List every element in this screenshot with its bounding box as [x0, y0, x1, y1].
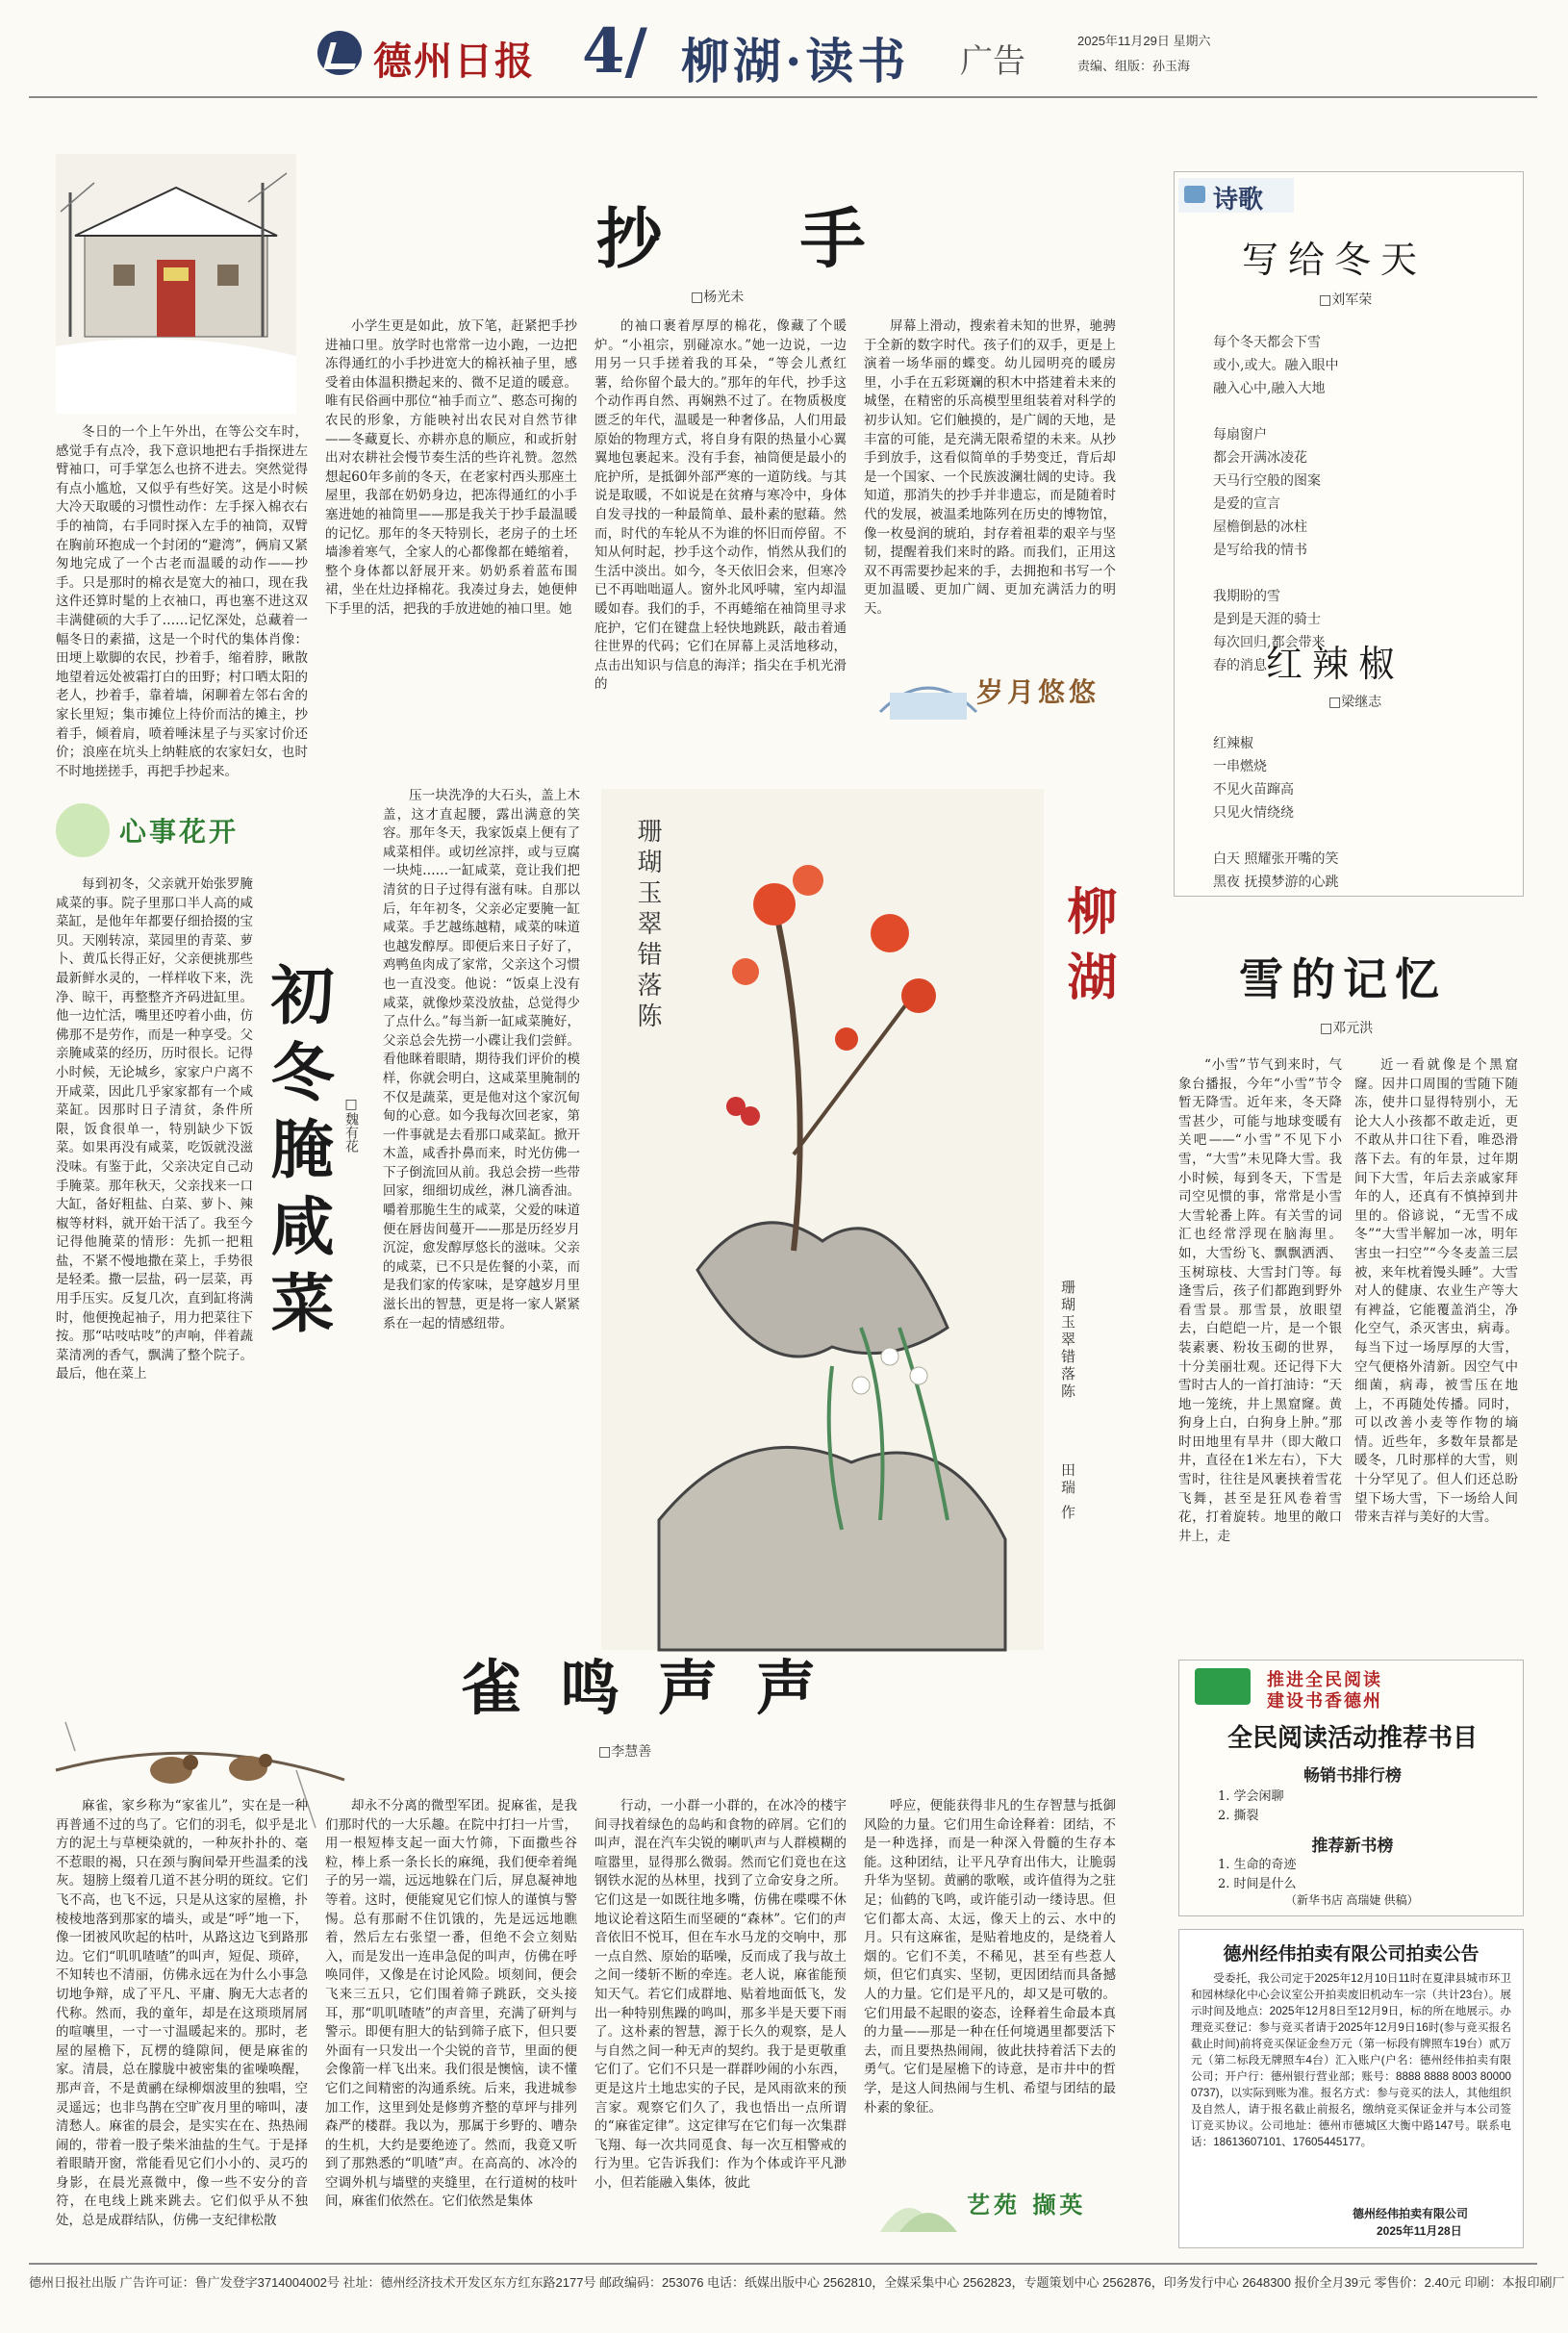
article-byline-yanxiancai: □魏有花 [343, 1097, 359, 1153]
poem-line: 是爱的宣言 [1213, 496, 1280, 512]
reading-slogan-1: 推进全民阅读 [1267, 1670, 1382, 1690]
masthead [317, 15, 1568, 89]
article-text-queming-col4: 呼应，便能获得非凡的生存智慧与抵御风险的力量。它们用生命诠释着：团结，不是一种选择，而是一种深入骨髓的生存本能。这种团结，让平凡孕育出伟大，让脆弱升华为坚韧。黄鹂的歌喉，或许值得为之驻足；仙鹤的飞鸣，或许能引动一缕诗思。但它们都太高、太远，像天上的云、水中的月。只有这麻雀，是贴着地皮的，是绕着人烟的。它们不美，不稀见，甚至有些惹人烦，但它们真实、坚韧，更因团结而具备撼人的力量。它们是平凡的，却又是可敬的。它们用最不起眼的姿态，诠释着生命最本真的力量——那是一种在任何境遇里都要活下去，而且要热热闹闹，彼此扶持着活下去的勇气。它们是屋檐下的诗意，是市井中的哲学，是这人间热闹与生机、希望与团结的最朴素的象征。 [864, 1798, 1116, 2116]
bestseller-title: 畅销书排行榜 [1303, 1766, 1402, 1785]
article-byline-xue: □邓元洪 [1320, 1021, 1374, 1036]
page-number: 4/ [582, 15, 647, 88]
poem-line: 只见火情绕绕 [1213, 805, 1294, 821]
auction-signature: 德州经伟拍卖有限公司 [1353, 2207, 1469, 2220]
painting-calligraphy: 珊瑚玉翠错落陈 [633, 818, 662, 1033]
poem-line: 融入心中,融入大地 [1213, 381, 1326, 396]
page-tag: 广告 [960, 42, 1025, 81]
poem-line: 是写给我的情书 [1213, 543, 1307, 558]
bestseller-item: 1. 学会闲聊 [1218, 1789, 1284, 1804]
poem-line: 每个冬天都会下雪 [1213, 335, 1321, 350]
poem-line: 或小,或大。融入眼中 [1213, 358, 1339, 373]
issue-date: 2025年11月29日 星期六 [1077, 34, 1211, 48]
article-text-queming-col2: 却永不分离的微型军团。捉麻雀，是我们那时代的一大乐趣。在院中打扫一片雪，用一根短棒支起一面大竹筛，下面撒些谷粒，棒上系一条长长的麻绳，我们便牵着绳子的另一端，远远地躲在门后，屏息凝神地等着。这时，便能窥见它们惊人的谨慎与警惕。总有那耐不住饥饿的，先是远远地瞧着，然后左右张望一番，但绝不会立刻贴入，而是发出一连串急促的叫声，仿佛在呼唤同伴，又像是在讨论风险。顷刻间，便会飞来三五只，它们围着筛子跳跃，交头接耳，那“叽叽喳喳”的声音里，充满了研判与警示。即便有胆大的钻到筛子底下，但只要外面有一只发出一个尖锐的音节，里面的便会像箭一样飞出来。我们很是懊恼，读不懂它们之间精密的沟通系统。后来，我进城参加工作，这里到处是修剪齐整的草坪与排列森严的楼群。我以为，那属于乡野的、嘈杂的生机，大约是要绝迹了。然而，我竟又听到了那熟悉的“叽喳”声。在高高的、冰冷的空调外机与墙壁的夹缝里，在行道树的枝叶间，麻雀们依然在。它们依然是集体 [325, 1798, 577, 2210]
bestseller-item: 2. 撕裂 [1218, 1809, 1259, 1823]
article-text-chaoshou-col2: 小学生更是如此，放下笔，赶紧把手抄进袖口里。放学时也常常一边小跑，一边把冻得通红的小手抄进宽大的棉袄袖子里，感受着由体温积攒起来的、微不足道的暖意。唯有民俗画中那位“袖手而立”、憨态可掬的农民的形象，方能映衬出农民对自然节律——冬藏夏长、亦耕亦息的顺应，和或折射出对农耕社会慢节奏生活的些许礼赞。忽然想起60年多前的冬天，在老家村西头那座土屋里，我部在奶奶身边，把冻得通红的小手塞进她的袖筒里——那是我关于抄手最温暖的记忆。那年的冬天特别长，老房子的土坯墙渗着寒气，全家人的心都像都在蜷缩着，整个身体都以舒展开来。奶奶系着蓝布围裙，坐在灶边择棉花。我凑过身去，她便伸下手里的活，把我的手放进她的袖口里。她 [325, 318, 577, 617]
auction-title: 德州经伟拍卖有限公司拍卖公告 [1223, 1944, 1479, 1965]
poem-line: 每扇窗户 [1213, 427, 1267, 443]
poem-line: 红辣椒 [1213, 736, 1253, 751]
masthead-logo: 德州日报 [373, 38, 535, 84]
article-title-queming: 雀鸣声声 [462, 1653, 855, 1723]
book-icon [1184, 186, 1205, 203]
logo-icon [317, 31, 362, 75]
painting-artist: 田瑞 作 [1059, 1462, 1076, 1522]
new-book-item: 1. 生命的奇迹 [1218, 1858, 1297, 1872]
article-text-queming-col1: 麻雀，家乡称为“家雀儿”，实在是一种再普通不过的鸟了。它们的羽毛，似乎是北方的泥土与草梗染就的，一种灰扑扑的、毫不惹眼的褐，只在颈与胸间晕开些温柔的浅灰。翅膀上缀着几道不甚分明的斑纹。它们飞不高，也飞不远，只是从这家的屋檐，扑棱棱地落到那家的墙头，或是“呼”地一下，像一团被风吹起的枯叶，从路这边飞到路那边。它们“叽叽喳喳”的叫声，短促、琐碎，不知转也不清丽，仿佛永远在为什么小事急切地争辩，成了平凡、平庸、胸无大志者的代称。然而，我的童年，却是在这琐琐屑屑的喧嚷里，一寸一寸温暖起来的。那时，老屋的屋檐下，瓦楞的缝隙间，便是麻雀的家。清晨，总在朦胧中被密集的雀噪唤醒，那声音，不是黄鹂在绿柳烟波里的独唱，空灵遥远；也非鸟鹊在空旷夜月里的啼叫，凄清愁人。麻雀的晨会，是实实在在、热热闹闹的，带着一股子柴米油盐的生气。于是择着眼睛开窗，常能看见它们小小的、灵巧的身影，在晨光熹微中，像一些不安分的音符，在电线上跳来跳去。它们似乎从不独处，总是成群结队，仿佛一支纪律松散 [56, 1798, 308, 2229]
footer-rule [29, 2263, 1537, 2265]
section-label-xinshi-text: 心事花开 [119, 816, 240, 848]
editor-credit: 责编、组版：孙玉海 [1077, 59, 1191, 73]
poem-line: 不见火苗蹿高 [1213, 782, 1294, 798]
poem-line: 每次回归,都会带来 [1213, 635, 1326, 650]
article-text-chaoshou-col1: 冬日的一个上午外出，在等公交车时，感觉手有点冷，我下意识地把右手指探进左臂袖口，可手掌怎么也挤不进去。突然觉得有点小尴尬，又似乎有些好笑。这是小时候大冷天取暖的习惯性动作：左手探入棉衣右手的袖筒，右手同时探入左手的袖筒，双臂在胸前环抱成一个封闭的“避湾”，俩肩又紧匆地完成了一个古老而温暖的动作——抄手。只是那时的棉衣是宽大的袖口，现在我这件还算时髦的上衣袖口，再也塞不进这双丰满健硕的大手了……记忆深处，总藏着一幅冬日的素描，这是一个时代的集体肖像：田埂上歇脚的农民，抄着手，缩着脖，瞅散地望着远处被霜打白的田野；村口晒太阳的老人，抄着手，靠着墙，闲聊着左邻右舍的家长里短；集市摊位上待价而沽的摊主，抄着手，倾着肩，喷着唾沫星子与买家讨价还价；浪座在坑头上纳鞋底的农家妇女，也时不时地搓搓手，再把手抄起来。 [56, 424, 308, 779]
poem1-lines [1213, 331, 1502, 677]
footer-info: 德州日报社出版 广告许可证：鲁广发登字3714004002号 社址：德州经济技术开发区东方红东路2177号 邮政编码：253076 电话：纸媒出版中心 2562810，全媒采集中心 2562823，专题策划中心 2562876，印务发行中心 2648300 报价全月39元 零售价：2.40元 印刷：本报印刷厂 [29, 2275, 1565, 2290]
poetry-label: 诗歌 [1178, 178, 1294, 213]
new-books-list [1218, 1856, 1297, 1894]
column-title-liuhu: 柳湖 [1058, 885, 1117, 1016]
poem-line: 黑夜 抚摸梦游的心跳 [1213, 875, 1339, 890]
poem-line: 白天 照耀张开嘴的笑 [1213, 851, 1339, 867]
article-text-queming-col3: 行动，一小群一小群的，在冰冷的楼宇间寻找着绿色的岛屿和食物的碎屑。它们的叫声，混在汽车尖锐的喇叭声与人群模糊的喧嚣里，显得那么微弱。然而它们竟也在这钢铁水泥的丛林里，找到了立命安身之所。它们这是一如既往地多嘴，仿佛在喋喋不休地议论着这陌生而坚硬的“森林”。它们的声音依旧不悦耳，但在车水马龙的交响中，那一点自然、原始的聒噪，反而成了我与故土之间一缕斩不断的牵连。老人说，麻雀能预知天气。若它们成群地、贴着地面低飞，发出一种特别焦躁的鸣叫，那多半是天要下雨了。这朴素的智慧，源于长久的观察，是人与自然之间一种无声的契约。我于是更敬重它们了。它们不只是一群群吵闹的小东西，更是这片土地忠实的子民，是风雨欲来的预言家。观察它们久了，我也悟出一点所谓的“麻雀定律”。这定律写在它们每一次集群飞翔、每一次共同觅食、每一次互相警戒的行为里。它告诉我们：作为个体或许平凡渺小，但若能融入集体，彼此 [594, 1798, 847, 2191]
stamp-suiyue [871, 654, 1116, 731]
article-text-chaoshou-col4: 屏幕上滑动，搜索着未知的世界，驰骋于全新的数字时代。孩子们的双手，更是上演着一场华丽的蝶变。幼儿园明亮的暖房里，小手在五彩斑斓的积木中搭建着未来的城堡，在精密的乐高模型里组装着对科学的初步认知。它们触摸的，是广阔的天地，是丰富的可能，是充满无限希望的未来。从抄手到放手，这看似简单的手势变迁，背后却是一个国家、一个民族波澜壮阔的史诗。我知道，那消失的抄手并非遗忘，而是随着时代的发展，被温柔地陈列在历史的博物馆，像一枚曼润的琥珀，封存着祖辈的艰辛与坚韧，提醒着我们来时的路。而我们，正用这双不再需要抄起来的手，去拥抱和书写一个更加温暖、更加广阔、更加充满活力的明天。 [864, 318, 1116, 617]
poem1-author: □刘军荣 [1319, 292, 1373, 308]
poem2-author: □梁继志 [1328, 695, 1382, 710]
reading-box [1178, 1660, 1524, 1916]
new-books-title: 推荐新书榜 [1311, 1837, 1394, 1855]
poem1-body [1213, 331, 1502, 677]
painting [601, 789, 1044, 1650]
poetry-box [1174, 171, 1524, 897]
new-book-item: 2. 时间是什么 [1218, 1877, 1297, 1891]
reading-credit: （新华书店 高瑞婕 供稿） [1285, 1893, 1419, 1907]
article-title-xue: 雪的记忆 [1239, 953, 1447, 1005]
poem-line: 天马行空般的图案 [1213, 473, 1321, 489]
section-label-xinshi [56, 803, 267, 857]
snow-illustration [56, 154, 296, 414]
header-rule [29, 96, 1537, 98]
article-title-yanxiancai: 初冬腌咸菜 [260, 962, 335, 1347]
poem-line: 都会开满冰凌花 [1213, 450, 1307, 466]
poem-line: 是到是天涯的骑士 [1213, 612, 1321, 627]
poem-line: 一串燃烧 [1213, 759, 1267, 774]
stamp-yiyuan [871, 2165, 1116, 2246]
article-byline-queming: □李慧善 [598, 1744, 652, 1760]
reading-title: 全民阅读活动推荐书目 [1227, 1723, 1478, 1752]
page-section-title: 柳湖·读书 [681, 33, 910, 89]
painting-inscription: 珊瑚玉翠错落陈 [1059, 1280, 1076, 1401]
poem1-title: 写给冬天 [1242, 239, 1428, 281]
poem2-body [1213, 732, 1502, 894]
auction-date: 2025年11月28日 [1377, 2224, 1462, 2238]
article-title-chaoshou: 抄 手 [596, 201, 923, 278]
reading-slogan-2: 建设书香德州 [1267, 1691, 1382, 1712]
reading-logo-icon [1195, 1668, 1251, 1705]
poem-line: 我期盼的雪 [1213, 589, 1280, 604]
stamp-yiyuan-text: 艺苑 撷英 [967, 2191, 1087, 2219]
poem-line [1213, 562, 1502, 585]
poem-line [1213, 824, 1502, 848]
article-text-chaoshou-col3: 的袖口裹着厚厚的棉花，像藏了个暖炉。“小祖宗，别碰凉水。”她一边说，一边用另一只手搓着我的耳朵，“等会儿煮红薯，给你留个最大的。”那年的年代，抄手这个动作再自然、再娴熟不过了。在物质极度匮乏的年代，温暖是一种奢侈品，人们用最原始的物理方式，将自身有限的热量小心翼翼地包裹起来。没有手套，袖筒便是最小的庇护所，是抵御外部严寒的一道防线。与其说是取暖，不如说是在贫瘠与寒冷中，身体自发寻找的一种最简单、最朴素的慰藉。然而，时代的车轮从不为谁的怀旧而停留。不知从何时起，抄手这个动作，悄然从我们的生活中淡出。如今，冬天依旧会来，但寒冷已不再咄咄逼人。窗外北风呼啸，室内却温暖如春。我们的手，不再蜷缩在袖筒里寻求庇护，它们在键盘上轻快地跳跃，敲击着通往世界的代码；它们在屏幕上灵活地移动，点击出知识与信息的海洋；指尖在手机光滑的 [594, 318, 847, 693]
article-text-yanxiancai-col2: 压一块洗净的大石头，盖上木盖，这才直起腰，露出满意的笑容。那年冬天，我家饭桌上便有了咸菜相伴。或切丝凉拌，或与豆腐一块炖……一缸咸菜，竟让我们把清贫的日子过得有滋有味。自那以后，年年初冬，父亲必定要腌一缸咸菜。手艺越练越精，咸菜的味道也越发醇厚。即便后来日子好了，鸡鸭鱼肉成了家常，父亲这个习惯也一直没变。他说：“饭桌上没有咸菜，就像炒菜没放盐，总觉得少了点什么。”每当新一缸咸菜腌好，父亲总会先捞一小碟让我们尝鲜。看他眯着眼睛，期待我们评价的模样，你就会明白，这咸菜里腌制的不仅是蔬菜，更是他对这个家沉甸甸的心意。如今我每次回老家，第一件事就是去看那口咸菜缸。掀开木盖，咸香扑鼻而来，时光仿佛一下子倒流回从前。我总会捞一些带回家，细细切成丝，淋几滴香油。嚼着那脆生生的咸菜，父爱的味道便在唇齿间蔓开——那是历经岁月沉淀，愈发醇厚悠长的滋味。父亲的咸菜，已不只是佐餐的小菜，而是我们家的传家味，是穿越岁月里滋长出的智慧，更是将一家人紧紧系在一起的情感纽带。 [383, 788, 580, 1331]
auction-body: 受委托，我公司定于2025年12月10日11时在夏津县城市环卫和园林绿化中心会议室公开拍卖废旧机动车一宗（共计23台）。展示时间及地点：2025年12月8日至12月9日，标的所在地展示。办理竞买登记：参与竞买者请于2025年12月9日16时(参与竞买报名截止时间)前将竞买保证金叁万元（第一标段有牌照车19台）贰万元（第二标段无牌照车4台）汇入账户(户名：德州经伟拍卖有限公司；开户行：德州银行营业部；账号：8888 8888 8003 80000 0737)，以实际到账为准。报名方式：参与竞买的法人，其他组织及自然人，请于报名截止前报名，缴纳竞买保证金并与本公司签订竞买协议。公司地址：德州市德城区大衡中路147号。联系电话：18613607101、17605445177。 [1191, 1972, 1511, 2148]
article-text-xue-col1: “小雪”节气到来时，气象台播报，今年“小雪”节令暂无降雪。近年来，冬天降雪甚少，可能与地球变暖有关吧——“小雪”不见下小雪，“大雪”未见降大雪。我小时候，每到冬天，下雪是司空见惯的事，常常是小雪大雪轮番上阵。有关雪的词汇也经常浮现在脑海里。如，大雪纷飞、飘飘洒洒、玉树琼枝、大雪封门等。每逢雪后，孩子们都跑到野外看雪景。那雪景，放眼望去，白皑皑一片，是一个银装素裹、粉妆玉砌的世界，十分美丽壮观。还记得下大雪时古人的一首打油诗：“天地一笼统，井上黑窟窿。黄狗身上白，白狗身上肿。”那时田地里有旱井（即大敞口井，直径在1米左右），下大雪时，往往是风裹挟着雪花飞舞，甚至是狂风卷着雪花，打着旋转。地里的敞口井上，走 [1178, 1057, 1342, 1544]
article-text-xue-col2: 近一看就像是个黑窟窿。因井口周围的雪随下随冻，使井口显得特别小，无论大人小孩都不敢走近，更不敢从井口往下看，唯恐滑落下去。有的年景，过年期间下大雪，年后去亲戚家拜年的人，还真有不慎掉到井里的。俗谚说，“无雪不成冬”“大雪半解加一冰，明年害虫一扫空”“今冬麦盖三层被，来年枕着馒头睡”。大雪对人的健康、农业生产等大有裨益，它能覆盖消尘，净化空气，杀灭害虫，病毒。每当下过一场厚厚的大雪，空气便格外清新。因空气中细菌，病毒，被雪压在地上，不再随处传播。同时，可以改善小麦等作物的墒情。近些年，多数年景都是暖冬，几时那样的大雪，则十分罕见了。但人们还总盼望下场大雪，下一场给人间带来吉祥与美好的大雪。 [1354, 1057, 1518, 1526]
poem-line: 春的消息 [1213, 658, 1267, 673]
poem2-title: 红辣椒 [1266, 643, 1405, 685]
poem-line: 屋檐倒悬的冰柱 [1213, 520, 1307, 535]
bestseller-list [1218, 1788, 1284, 1826]
auction-notice [1178, 1929, 1524, 2248]
poem2-lines [1213, 732, 1502, 894]
poem-line [1213, 400, 1502, 423]
stamp-suiyue-text: 岁月悠悠 [976, 676, 1100, 708]
reading-banner [1185, 1664, 1517, 1712]
flower-icon [56, 803, 110, 857]
article-text-yanxiancai-col1: 每到初冬，父亲就开始张罗腌咸菜的事。院子里那口半人高的咸菜缸，是他年年都要仔细拾掇的宝贝。天刚转凉，菜园里的青菜、萝卜、黄瓜长得正好，父亲便挑那些最新鲜水灵的，一样样收下来，洗净、晾干，再整整齐齐码进缸里。他一边忙活，嘴里还哼着小曲，仿佛那不是劳作，而是一种享受。父亲腌咸菜的经历，历时很长。记得小时候，无论城乡，家家户户离不开咸菜，因此几乎家家都有一个咸菜缸。因那时日子清贫，条件所限，饭食很单一，特别缺少下饭菜。如果再没有咸菜，吃饭就没滋没味。有鉴于此，父亲决定自己动手腌菜。那年秋天，父亲找来一口大缸，备好粗盐、白菜、萝卜、辣椒等材料，就开始干活了。我至今记得他腌菜的情形：先抓一把粗盐，不紧不慢地撒在菜上，手势很是轻柔。撒一层盐，码一层菜，再用手压实。反复几次，直到缸将满时，他便挽起袖子，用力把菜往下按。那“咕吱咕吱”的声响，伴着蔬菜清冽的香气，飘满了整个院子。最后，他在菜上 [56, 876, 253, 1382]
article-byline-chaoshou: □杨光未 [691, 290, 745, 305]
